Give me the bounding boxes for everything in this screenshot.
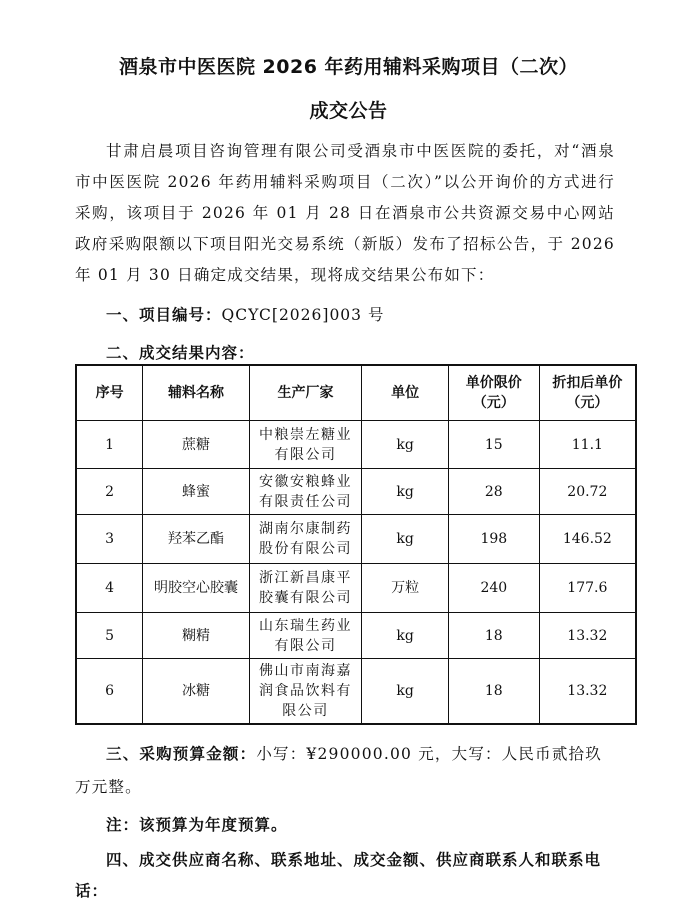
cell-name: 糊精 <box>143 613 250 659</box>
cell-unit: kg <box>362 659 449 725</box>
supplier-section-heading: 四、成交供应商名称、联系地址、成交金额、供应商联系人和联系电话： <box>75 851 602 900</box>
cell-discount-price: 20.72 <box>539 469 636 515</box>
result-section-heading: 二、成交结果内容： <box>106 344 255 362</box>
header-no: 序号 <box>76 365 143 421</box>
cell-manufacturer: 山东瑞生药业有限公司 <box>249 613 362 659</box>
cell-no: 6 <box>76 659 143 725</box>
intro-paragraph: 甘肃启晨项目咨询管理有限公司受酒泉市中医医院的委托，对“酒泉市中医医院 2026 年药用辅料采购项目（二次）”以公开询价的方式进行采购，该项目于 2026 年 01 月 28 日在酒泉市公共资源交易中心网站政府采购限额以下项目阳光交易系统（新版）发布了招标公告，于 2026 年 01 月 30 日确定成交结果，现将成交结果公布如下： <box>75 142 615 284</box>
cell-no: 4 <box>76 564 143 613</box>
header-discount-price: 折扣后单价（元） <box>539 365 636 421</box>
header-unit: 单位 <box>362 365 449 421</box>
header-price-limit: 单价限价（元） <box>448 365 539 421</box>
cell-discount-price: 13.32 <box>539 659 636 725</box>
cell-no: 5 <box>76 613 143 659</box>
cell-manufacturer: 中粮崇左糖业有限公司 <box>249 421 362 469</box>
cell-unit: kg <box>362 515 449 564</box>
project-number-line <box>106 300 384 331</box>
table-row <box>76 421 636 469</box>
cell-discount-price: 146.52 <box>539 515 636 564</box>
budget-note: 注：该预算为年度预算。 <box>106 816 288 834</box>
cell-name: 羟苯乙酯 <box>143 515 250 564</box>
table-row <box>76 515 636 564</box>
cell-no: 1 <box>76 421 143 469</box>
cell-unit: kg <box>362 613 449 659</box>
table-row <box>76 659 636 725</box>
project-number-label: 一、项目编号： <box>106 306 222 324</box>
table-row <box>76 613 636 659</box>
table-row <box>76 564 636 613</box>
cell-manufacturer: 佛山市南海嘉润食品饮料有限公司 <box>249 659 362 725</box>
cell-price-limit: 18 <box>448 613 539 659</box>
cell-price-limit: 15 <box>448 421 539 469</box>
budget-paragraph <box>75 738 615 804</box>
cell-manufacturer: 湖南尔康制药股份有限公司 <box>249 515 362 564</box>
cell-name: 蔗糖 <box>143 421 250 469</box>
project-number-value: QCYC[2026]003 号 <box>221 306 385 324</box>
cell-name: 冰糖 <box>143 659 250 725</box>
cell-no: 3 <box>76 515 143 564</box>
cell-manufacturer: 安徽安粮蜂业有限责任公司 <box>249 469 362 515</box>
budget-text: 小写：¥290000.00 元，大写：人民币贰拾玖万元整。 <box>75 745 602 796</box>
cell-price-limit: 198 <box>448 515 539 564</box>
cell-price-limit: 18 <box>448 659 539 725</box>
budget-label: 三、采购预算金额： <box>106 745 257 763</box>
cell-unit: kg <box>362 421 449 469</box>
cell-unit: kg <box>362 469 449 515</box>
result-table <box>75 364 637 725</box>
cell-price-limit: 28 <box>448 469 539 515</box>
table-header-row <box>76 365 636 421</box>
cell-manufacturer: 浙江新昌康平胶囊有限公司 <box>249 564 362 613</box>
cell-no: 2 <box>76 469 143 515</box>
header-manufacturer: 生产厂家 <box>249 365 362 421</box>
cell-price-limit: 240 <box>448 564 539 613</box>
cell-discount-price: 11.1 <box>539 421 636 469</box>
document-subtitle: 成交公告 <box>309 100 388 122</box>
cell-unit: 万粒 <box>362 564 449 613</box>
table-row <box>76 469 636 515</box>
cell-discount-price: 13.32 <box>539 613 636 659</box>
document-title: 酒泉市中医医院 2026 年药用辅料采购项目（二次） <box>118 56 579 78</box>
cell-discount-price: 177.6 <box>539 564 636 613</box>
cell-name: 明胶空心胶囊 <box>143 564 250 613</box>
cell-name: 蜂蜜 <box>143 469 250 515</box>
header-name: 辅料名称 <box>143 365 250 421</box>
